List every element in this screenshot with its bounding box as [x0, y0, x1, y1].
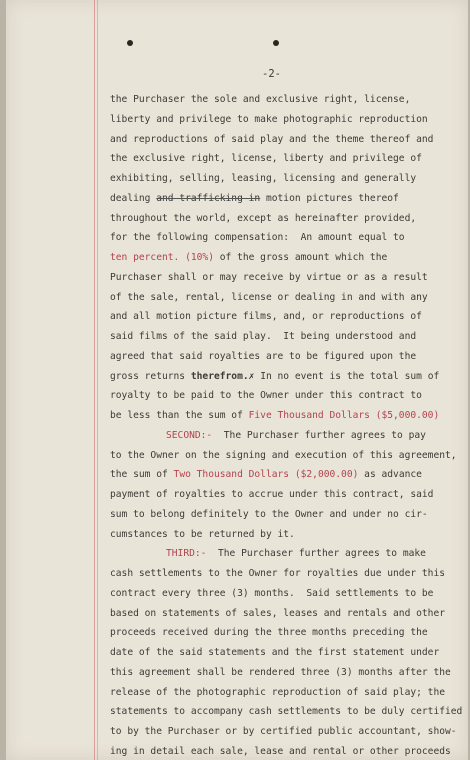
text-segment: and all motion picture films, and, or reproductions of — [110, 311, 422, 323]
text-line — [110, 110, 456, 130]
text-line — [110, 228, 456, 248]
text-line — [110, 742, 456, 760]
text-line — [110, 130, 456, 150]
text-line — [110, 209, 456, 229]
text-segment: Five Thousand Dollars ($5,000.00) — [248, 410, 440, 421]
text-line — [110, 386, 456, 406]
text-segment: cumstances to be returned by it. — [110, 528, 295, 540]
margin-rule — [94, 0, 95, 760]
text-segment: of the gross amount which the — [213, 252, 388, 263]
text-segment: throughout the world, except as hereinafter provided, — [110, 212, 417, 224]
text-line — [110, 268, 456, 288]
text-segment: ✗ In no event is the total sum of — [248, 370, 440, 382]
text-line — [110, 643, 456, 663]
punch-hole-right — [273, 40, 279, 46]
text-segment: (10%) — [179, 252, 214, 263]
text-segment: sum to belong definitely to the Owner and under no cir- — [110, 508, 428, 520]
text-line — [110, 623, 456, 643]
text-line — [110, 465, 456, 485]
text-line — [110, 169, 456, 189]
text-line — [110, 584, 456, 604]
text-segment: proceeds received during the three months preceding the — [110, 627, 428, 639]
text-segment: The Purchaser further agrees to make — [206, 548, 426, 560]
text-segment: agreed that said royalties are to be figured upon the — [110, 350, 417, 362]
text-line — [110, 189, 456, 209]
text-line — [110, 525, 456, 545]
text-segment: liberty and privilege to make photographic reproduction — [110, 113, 428, 125]
text-line — [110, 446, 456, 466]
text-segment: gross returns — [110, 370, 191, 382]
text-segment: for the following compensation: An amount equal to — [110, 232, 405, 244]
text-segment: royalty to be paid to the Owner under this contract to — [110, 390, 422, 402]
text-segment: SECOND:- — [166, 429, 213, 441]
text-segment: date of the said statements and the first statement under — [110, 647, 440, 658]
page-number: -2- — [262, 68, 281, 80]
text-segment: The Purchaser further agrees to pay — [212, 429, 426, 441]
text-segment: cash settlements to the Owner for royalties due under this — [110, 568, 446, 579]
text-line — [110, 663, 456, 683]
text-segment: release of the photographic reproduction of said play; the — [110, 686, 446, 698]
margin-rule-secondary — [97, 0, 98, 760]
text-segment: to the Owner on the signing and execution of this agreement, — [110, 449, 457, 461]
text-segment: said films of the said play. It being understood and — [110, 331, 417, 342]
text-line — [110, 288, 456, 308]
text-line — [110, 367, 456, 387]
punch-hole-left — [127, 40, 133, 46]
text-segment: of the sale, rental, license or dealing in and with any — [110, 291, 428, 303]
text-line — [110, 90, 456, 110]
text-line — [110, 307, 456, 327]
text-line — [110, 722, 456, 742]
text-segment: based on statements of sales, leases and rentals and other — [110, 607, 446, 619]
text-line — [110, 544, 468, 564]
text-line — [110, 149, 456, 169]
text-segment: Purchaser shall or may receive by virtue or as a result — [110, 271, 428, 283]
text-segment: payment of royalties to accrue under this contract, said — [110, 489, 434, 500]
text-segment: the Purchaser the sole and exclusive right, license, — [110, 94, 411, 105]
text-line — [110, 564, 456, 584]
text-line — [110, 702, 463, 722]
text-segment: ten percent. — [110, 252, 180, 263]
text-segment: motion pictures thereof — [260, 192, 399, 204]
text-segment: as advance — [358, 469, 422, 481]
text-segment: therefrom. — [190, 370, 249, 382]
text-line — [110, 505, 456, 525]
text-segment: to by the Purchaser or by certified public accountant, show- — [110, 726, 457, 737]
text-segment: Two Thousand Dollars ($2,000.00) — [173, 469, 359, 481]
text-segment: the exclusive right, license, liberty and privilege of — [110, 153, 422, 165]
document-page — [6, 0, 468, 760]
text-segment: and reproductions of said play and the theme thereof and — [110, 133, 434, 145]
text-segment: this agreement shall be rendered three (3) months after the — [110, 666, 451, 678]
text-segment: THIRD:- — [166, 548, 207, 560]
text-segment: ing in detail each sale, lease and rental or other proceeds — [110, 745, 451, 757]
text-segment: the sum of — [110, 469, 174, 481]
text-segment: statements to accompany cash settlements to be duly certified — [110, 706, 463, 718]
text-line — [110, 683, 456, 703]
text-line — [110, 426, 468, 446]
text-line — [110, 604, 456, 624]
text-line — [110, 406, 456, 426]
text-segment: dealing — [110, 192, 157, 204]
text-line — [110, 248, 456, 268]
text-segment: exhibiting, selling, leasing, licensing and generally — [110, 173, 417, 184]
text-line — [110, 485, 456, 505]
text-segment: contract every three (3) months. Said settlements to be — [110, 587, 434, 599]
text-line — [110, 347, 456, 367]
text-line — [110, 327, 456, 347]
text-segment: be less than the sum of — [110, 410, 249, 421]
text-segment: and trafficking in — [156, 192, 261, 204]
